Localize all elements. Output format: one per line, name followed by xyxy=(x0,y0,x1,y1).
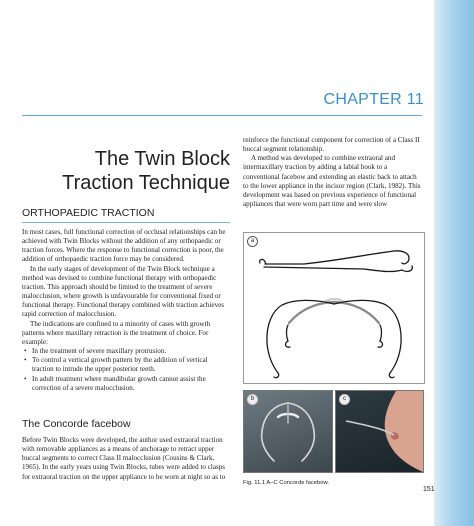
chapter-label: CHAPTER 11 xyxy=(323,91,424,108)
patient-photo-c xyxy=(336,391,423,472)
section-rule xyxy=(22,222,230,223)
facebow-drawing xyxy=(244,233,424,383)
paragraph: In the early stages of development of the Twin Block technique a method was devised to combine functional therapy with orthopaedic traction. This approach should be limited to the treatment of severe malocclusion, where growth is unfavourable for conventional fixed or functional therapy. Functional therapy combined with traction achieves rapid correction of malocclusion. xyxy=(22,264,225,319)
paragraph: In most cases, full functional correction of occlusal relationships can be achieved with Twin Blocks without the addition of any orthopaedic or traction forces. Where the response to functional correction is poor, the addition of orthopaedic traction force may be considered. xyxy=(22,228,226,264)
paragraph: Before Twin Blocks were developed, the author used extraoral traction with removable appliances as a means of anchorage to retract upper buccal segments to correct Class II malocclusion (Cousins & Clark, 1965). In the early years using Twin Blocks, tubes were added to clasps for extraoral traction on the upper appliance to be worn at night so as to xyxy=(22,436,226,481)
left-column-top xyxy=(22,228,230,393)
title-line-2: Traction Technique xyxy=(62,172,230,194)
figure-label-a: a xyxy=(247,236,258,247)
chapter-title xyxy=(60,147,230,195)
list-item: • In adult treatment where mandibular growth cannot assist the correction of a severe malocclusion. xyxy=(22,375,230,393)
right-column-text xyxy=(243,136,423,209)
paragraph: A method was developed to combine extraoral and intermaxillary traction by adding a labial hook to a conventional facebow and extending an elastic back to attach to the lower appliance in the incisor region (Clark, 1982). This development was based on previous experience of functional appliances that were worn part time and were slow xyxy=(243,154,421,209)
blue-edge-band xyxy=(434,0,474,526)
left-column-bottom xyxy=(22,436,230,482)
list-item: • In the treatment of severe maxillary protrusion. xyxy=(22,347,230,356)
figure-panel-a xyxy=(243,232,425,384)
list-item: • To control a vertical growth pattern by the addition of vertical traction to intrude the upper posterior teeth. xyxy=(22,356,230,374)
indications-list xyxy=(22,347,230,393)
facebow-photo-b xyxy=(244,391,332,472)
header-rule xyxy=(22,115,422,116)
page-number: 151 xyxy=(423,486,435,493)
paragraph: reinforce the functional component for correction of a Class II buccal segment relationship. xyxy=(243,136,420,154)
paragraph: The indications are confined to a minority of cases with growth patterns where maxillary retraction is the treatment of choice. For example: xyxy=(22,319,211,346)
section-heading-orthopaedic: ORTHOPAEDIC TRACTION xyxy=(22,207,155,219)
figure-panel-b xyxy=(243,390,333,473)
figure-caption: Fig. 11.1 A–C Concorde facebow. xyxy=(243,480,329,486)
title-line-1: The Twin Block xyxy=(94,148,230,170)
figure-label-c: c xyxy=(339,394,350,405)
figure-label-b: b xyxy=(247,394,258,405)
section-heading-concorde: The Concorde facebow xyxy=(22,418,131,430)
figure-panel-c xyxy=(335,390,424,473)
